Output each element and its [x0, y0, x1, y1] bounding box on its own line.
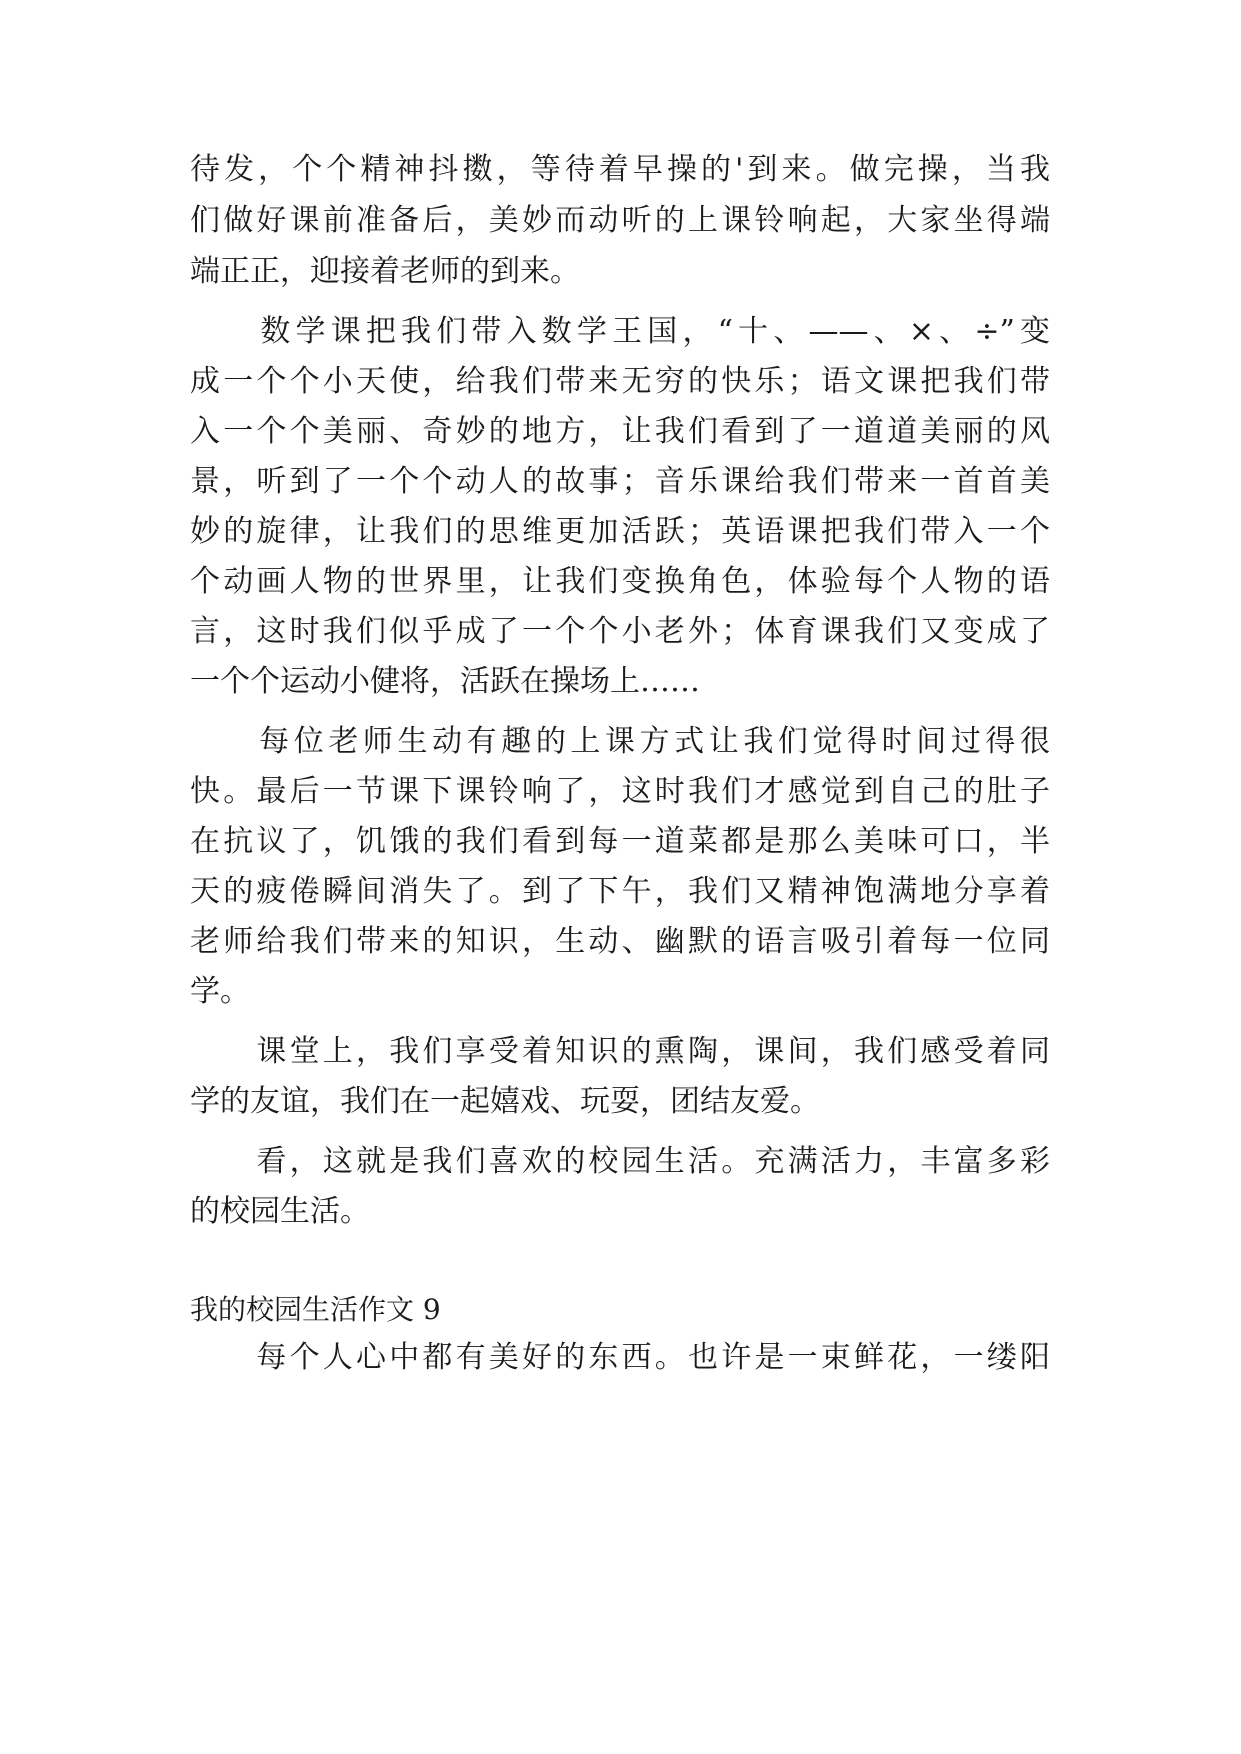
text-line: 学。 — [190, 974, 250, 1009]
text-line: 快。最后一节课下课铃响了，这时我们才感觉到自己的肚子 — [190, 774, 1050, 809]
text-line: 个动画人物的世界里，让我们变换角色，体验每个人物的语 — [190, 564, 1050, 599]
text-line: 的校园生活。 — [190, 1194, 370, 1229]
text-line: 在抗议了，饥饿的我们看到每一道菜都是那么美味可口，半 — [190, 824, 1050, 859]
text-line: 端正正，迎接着老师的到来。 — [190, 254, 580, 289]
text-line: 数学课把我们带入数学王国，“十、——、×、÷”变 — [190, 314, 1050, 349]
text-line: 妙的旋律，让我们的思维更加活跃；英语课把我们带入一个 — [190, 514, 1050, 549]
text-line: 老师给我们带来的知识，生动、幽默的语言吸引着每一位同 — [190, 924, 1050, 959]
text-line: 学的友谊，我们在一起嬉戏、玩耍，团结友爱。 — [190, 1084, 820, 1119]
section-heading: 我的校园生活作文 9 — [190, 1293, 441, 1326]
text-line: 言，这时我们似乎成了一个个小老外；体育课我们又变成了 — [190, 614, 1050, 649]
text-line: 每位老师生动有趣的上课方式让我们觉得时间过得很 — [190, 724, 1050, 759]
text-line: 看，这就是我们喜欢的校园生活。充满活力，丰富多彩 — [190, 1144, 1050, 1179]
text-line: 一个个运动小健将，活跃在操场上…… — [190, 664, 700, 699]
text-line: 天的疲倦瞬间消失了。到了下午，我们又精神饱满地分享着 — [190, 874, 1050, 909]
text-line: 们做好课前准备后，美妙而动听的上课铃响起，大家坐得端 — [190, 203, 1050, 238]
text-line: 待发，个个精神抖擞，等待着早操的'到来。做完操，当我 — [190, 152, 1050, 187]
text-line: 课堂上，我们享受着知识的熏陶，课间，我们感受着同 — [190, 1034, 1050, 1069]
text-line: 每个人心中都有美好的东西。也许是一束鲜花，一缕阳 — [190, 1340, 1050, 1375]
text-line: 景，听到了一个个动人的故事；音乐课给我们带来一首首美 — [190, 464, 1050, 499]
text-line: 入一个个美丽、奇妙的地方，让我们看到了一道道美丽的风 — [190, 414, 1050, 449]
text-line: 成一个个小天使，给我们带来无穷的快乐；语文课把我们带 — [190, 364, 1050, 399]
